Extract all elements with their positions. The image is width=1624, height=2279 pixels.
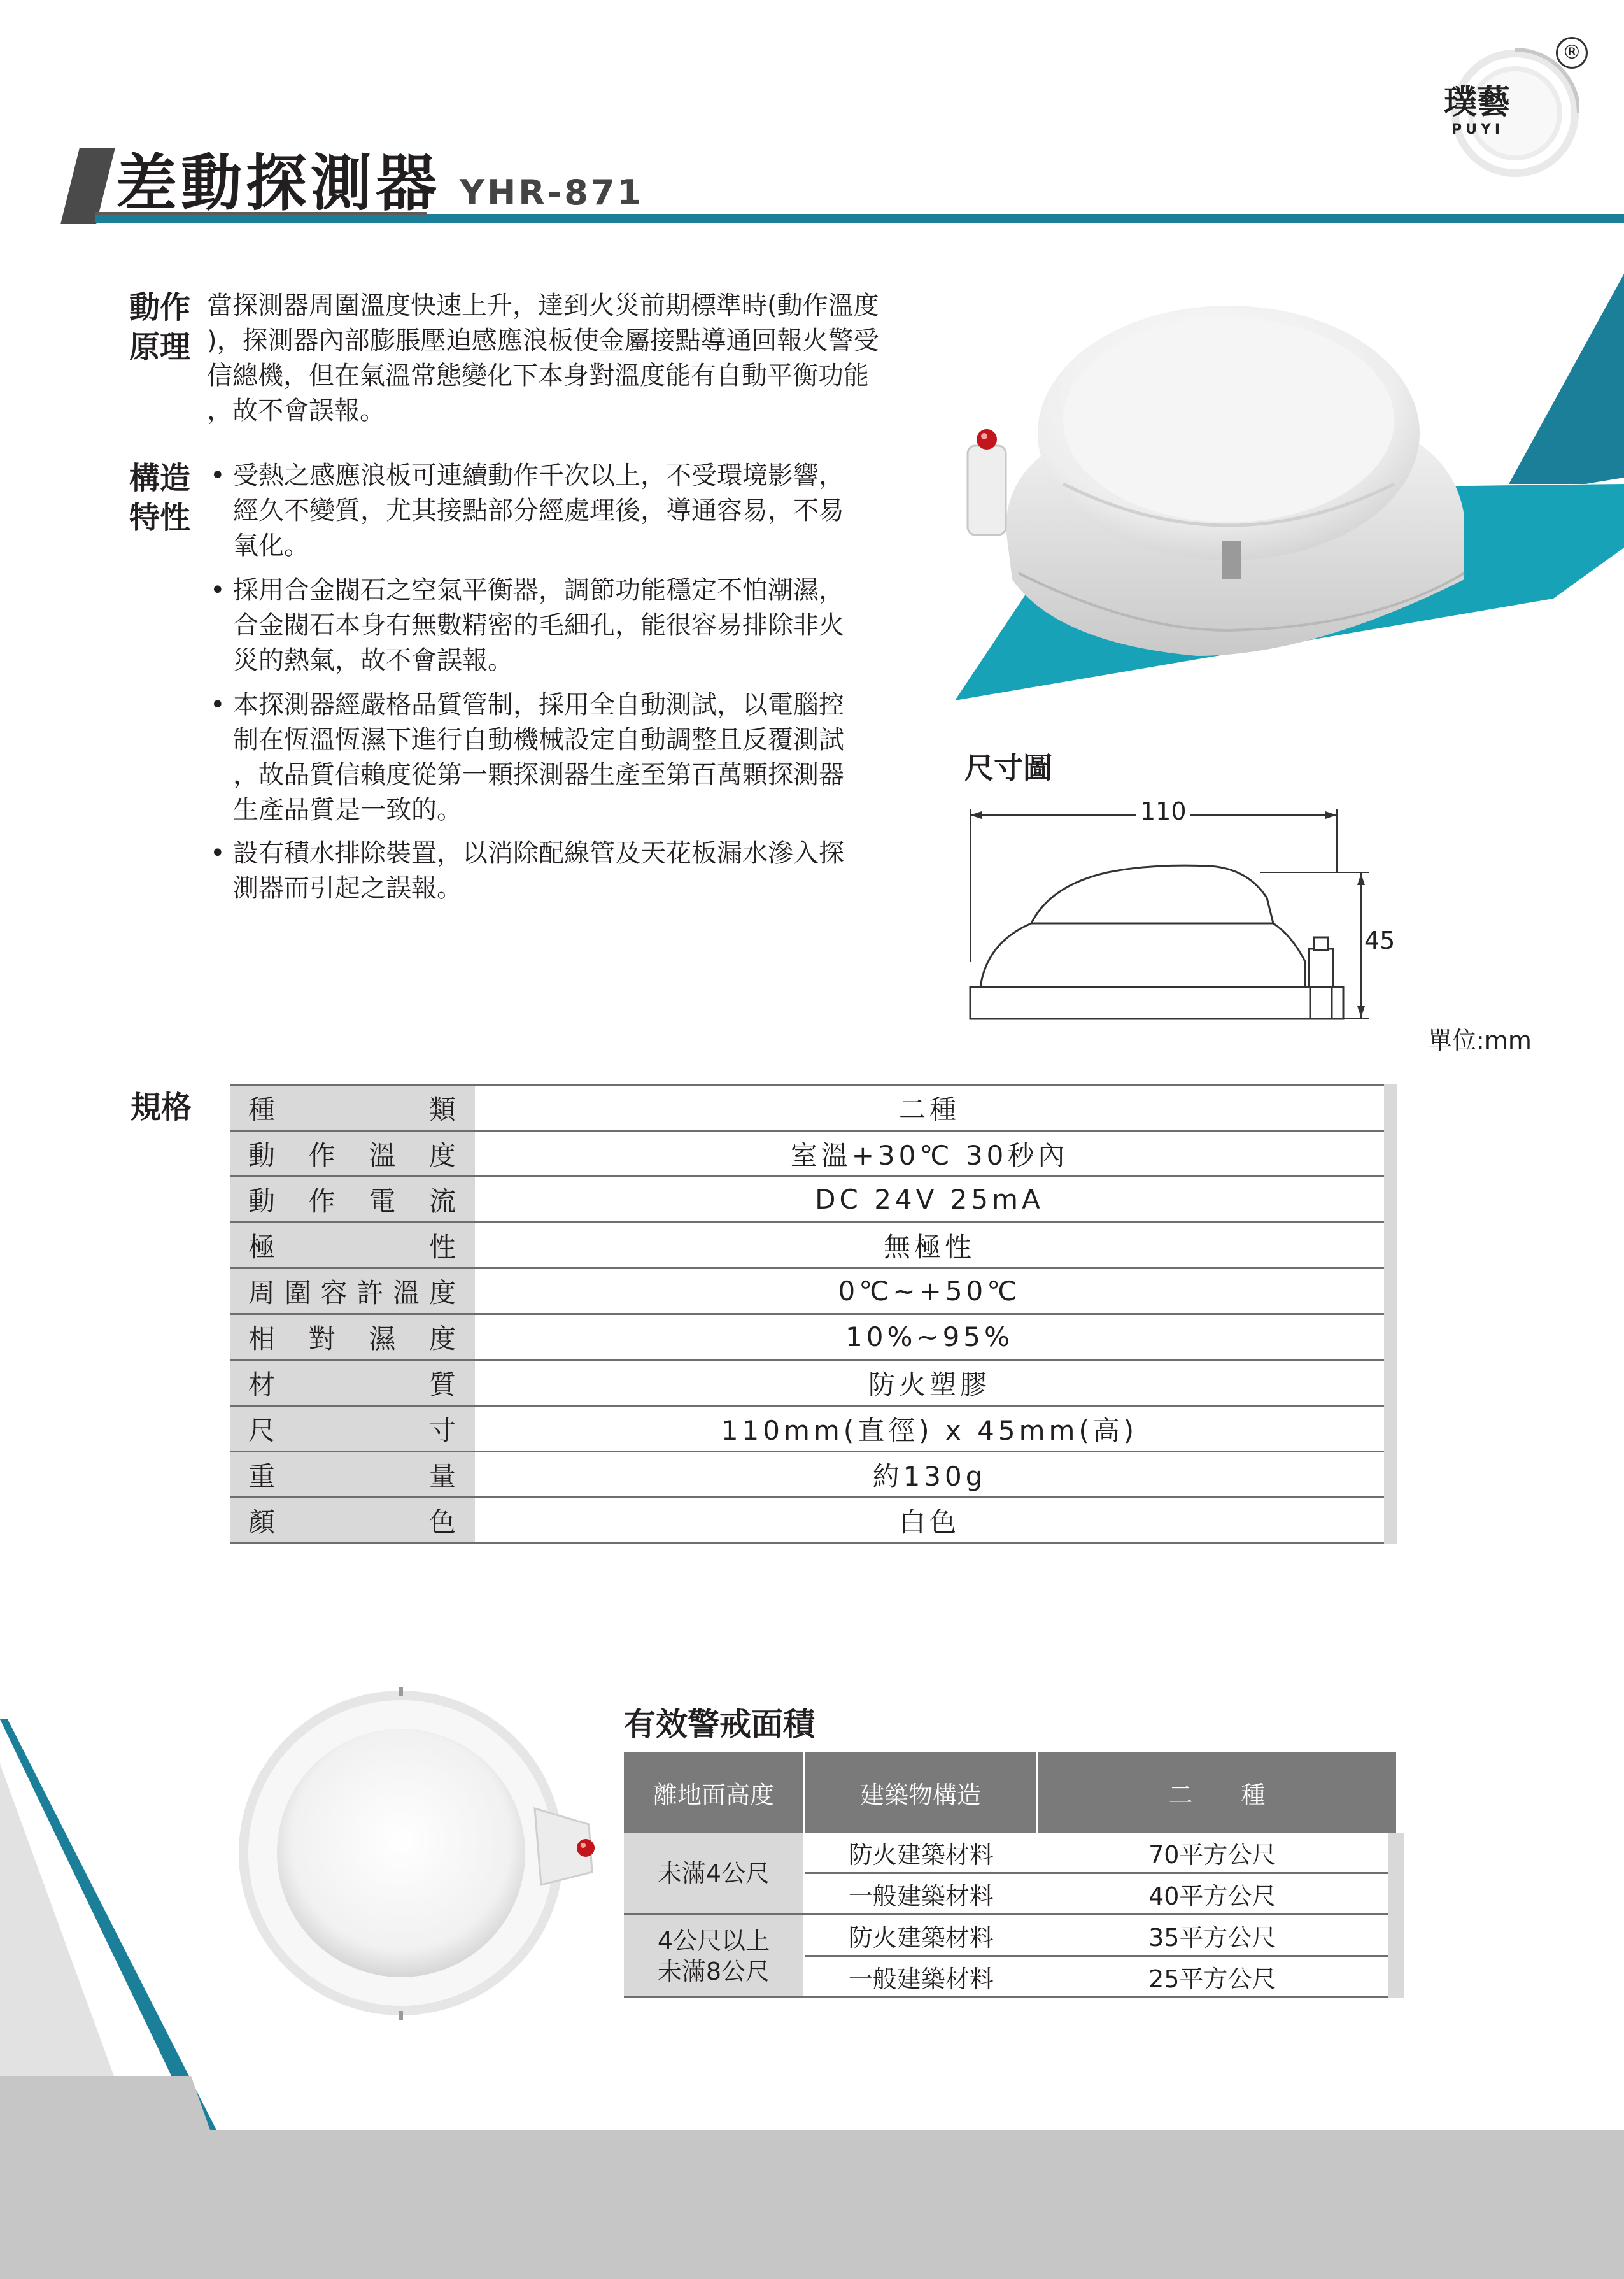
spec-row bbox=[230, 1177, 1390, 1223]
spec-key-char: 圍 bbox=[284, 1277, 311, 1309]
spec-key-text bbox=[230, 1181, 475, 1219]
spec-key-char: 度 bbox=[428, 1139, 456, 1171]
principle-label-line2: 原理 bbox=[129, 329, 191, 365]
spec-key-char: 對 bbox=[308, 1323, 335, 1354]
coverage-header-structure: 建築物構造 bbox=[805, 1752, 1037, 1833]
spec-key-char: 動 bbox=[248, 1185, 276, 1217]
spec-key-char: 周 bbox=[248, 1277, 276, 1309]
feature-line: 採用合金閥石之空氣平衡器，調節功能穩定不怕潮濕， bbox=[233, 576, 844, 605]
dimension-title: 尺寸圖 bbox=[964, 751, 1052, 785]
dimension-width-label: 110 bbox=[1136, 797, 1190, 825]
spec-key-char: 材 bbox=[248, 1368, 276, 1400]
spec-row bbox=[230, 1498, 1390, 1544]
spec-key bbox=[230, 1085, 475, 1131]
spec-value: 二種 bbox=[475, 1085, 1390, 1131]
spec-key-char: 尺 bbox=[248, 1414, 276, 1446]
coverage-material: 防火建築材料 bbox=[805, 1833, 1037, 1873]
spec-value: 0℃~+50℃ bbox=[475, 1268, 1390, 1314]
page-title bbox=[116, 135, 644, 222]
principle-line: ，故不會誤報。 bbox=[207, 396, 385, 425]
feature-line: 災的熱氣，故不會誤報。 bbox=[233, 646, 513, 675]
coverage-area: 35平方公尺 bbox=[1037, 1915, 1397, 1956]
spec-key-char: 性 bbox=[428, 1231, 456, 1263]
coverage-height-cell bbox=[624, 1833, 805, 1915]
coverage-header-type: 二 種 bbox=[1037, 1752, 1397, 1833]
feature-line: 生產品質是一致的。 bbox=[233, 795, 462, 825]
spec-key bbox=[230, 1223, 475, 1268]
coverage-height-cell bbox=[624, 1915, 805, 1998]
spec-key-text bbox=[230, 1226, 475, 1265]
principle-line: 當探測器周圍溫度快速上升，達到火災前期標準時(動作溫度 bbox=[207, 291, 879, 320]
spec-value: 防火塑膠 bbox=[475, 1360, 1390, 1406]
spec-key-text bbox=[230, 1135, 475, 1173]
spec-row bbox=[230, 1452, 1390, 1498]
spec-table bbox=[230, 1084, 1397, 1544]
spec-key-char: 極 bbox=[248, 1231, 276, 1263]
coverage-height-line: 未滿4公尺 bbox=[657, 1859, 770, 1887]
spec-row bbox=[230, 1314, 1390, 1360]
puyi-logo bbox=[1426, 37, 1579, 190]
spec-key bbox=[230, 1360, 475, 1406]
spec-value: 約130g bbox=[475, 1452, 1390, 1498]
spec-row bbox=[230, 1406, 1390, 1452]
coverage-height-line: 未滿8公尺 bbox=[657, 1957, 770, 1985]
spec-row bbox=[230, 1223, 1390, 1268]
spec-row bbox=[230, 1131, 1390, 1177]
construction-label-line2: 特性 bbox=[129, 500, 191, 536]
spec-key-char: 量 bbox=[428, 1460, 456, 1492]
spec-value: 白色 bbox=[475, 1498, 1390, 1544]
coverage-material: 防火建築材料 bbox=[805, 1915, 1037, 1956]
spec-key bbox=[230, 1452, 475, 1498]
spec-key bbox=[230, 1406, 475, 1452]
bullet-dot: • bbox=[210, 461, 225, 490]
spec-key-char: 寸 bbox=[428, 1414, 456, 1446]
spec-row bbox=[230, 1085, 1390, 1131]
spec-key bbox=[230, 1177, 475, 1223]
spec-key-char: 溫 bbox=[393, 1277, 420, 1309]
feature-line: 本探測器經嚴格品質管制，採用全自動測試，以電腦控 bbox=[233, 690, 844, 720]
logo-brand-en: PUYI bbox=[1451, 122, 1504, 138]
principle-line: 信總機，但在氣溫常態變化下本身對溫度能有自動平衡功能 bbox=[207, 361, 869, 390]
feature-line: 氧化。 bbox=[233, 531, 309, 560]
coverage-area: 40平方公尺 bbox=[1037, 1873, 1397, 1915]
registered-mark: ® bbox=[1556, 37, 1588, 69]
title-text: 差動探測器 bbox=[116, 148, 441, 219]
spec-label: 規格 bbox=[131, 1090, 192, 1125]
feature-line: 制在恆溫恆濕下進行自動機械設定自動調整且反覆測試 bbox=[233, 725, 844, 755]
feature-item bbox=[210, 458, 923, 564]
coverage-title: 有效警戒面積 bbox=[624, 1706, 815, 1743]
spec-key-char: 濕 bbox=[369, 1323, 396, 1354]
spec-key-char: 質 bbox=[428, 1368, 456, 1400]
coverage-header-height: 離地面高度 bbox=[624, 1752, 805, 1833]
feature-item bbox=[210, 688, 923, 828]
feature-item bbox=[210, 836, 923, 906]
spec-key-char: 色 bbox=[428, 1506, 456, 1538]
feature-line: 經久不變質，尤其接點部分經處理後，導通容易，不易 bbox=[233, 496, 844, 525]
coverage-row bbox=[624, 1915, 1396, 1956]
dimension-height-label: 45 bbox=[1364, 927, 1395, 955]
spec-key bbox=[230, 1314, 475, 1360]
coverage-area: 25平方公尺 bbox=[1037, 1956, 1397, 1998]
spec-key-char: 容 bbox=[320, 1277, 348, 1309]
spec-key-char: 流 bbox=[428, 1185, 456, 1217]
coverage-material: 一般建築材料 bbox=[805, 1873, 1037, 1915]
spec-key-char: 顏 bbox=[248, 1506, 276, 1538]
coverage-table bbox=[624, 1752, 1404, 1998]
spec-key-text bbox=[230, 1456, 475, 1494]
spec-key-char: 類 bbox=[428, 1093, 456, 1125]
spec-key bbox=[230, 1131, 475, 1177]
feature-item bbox=[210, 573, 923, 678]
spec-key-char: 重 bbox=[248, 1460, 276, 1492]
coverage-height-line: 4公尺以上 bbox=[657, 1926, 770, 1955]
spec-key-text bbox=[230, 1272, 475, 1310]
spec-value: 無極性 bbox=[475, 1223, 1390, 1268]
model-number: YHR-871 bbox=[460, 173, 644, 213]
bullet-dot: • bbox=[210, 690, 225, 720]
feature-line: 受熱之感應浪板可連續動作千次以上，不受環境影響， bbox=[233, 461, 844, 490]
construction-label bbox=[129, 458, 190, 537]
spec-key-text bbox=[230, 1089, 475, 1127]
spec-key-text bbox=[230, 1502, 475, 1540]
coverage-area: 70平方公尺 bbox=[1037, 1833, 1397, 1873]
bullet-dot: • bbox=[210, 576, 225, 605]
principle-label-line1: 動作 bbox=[129, 290, 191, 325]
principle-text bbox=[207, 288, 914, 429]
construction-label-line1: 構造 bbox=[129, 460, 191, 496]
dimension-drawing bbox=[961, 790, 1369, 1032]
spec-key-char: 作 bbox=[308, 1139, 335, 1171]
bottom-gray-band bbox=[0, 2130, 1624, 2279]
spec-key-char: 度 bbox=[428, 1277, 456, 1309]
spec-key-char: 相 bbox=[248, 1323, 276, 1354]
detector-side-photo bbox=[929, 274, 1502, 681]
spec-key bbox=[230, 1498, 475, 1544]
spec-value: 110mm(直徑) x 45mm(高) bbox=[475, 1406, 1390, 1452]
feature-line: 測器而引起之誤報。 bbox=[233, 874, 462, 903]
spec-key-text bbox=[230, 1410, 475, 1448]
spec-key-text bbox=[230, 1364, 475, 1402]
feature-line: 設有積水排除裝置，以消除配線管及天花板漏水滲入探 bbox=[233, 839, 844, 868]
coverage-row bbox=[624, 1833, 1396, 1873]
logo-brand-cn: 璞藝 bbox=[1444, 83, 1511, 122]
spec-key-char: 種 bbox=[248, 1093, 276, 1125]
spec-key-char: 溫 bbox=[369, 1139, 396, 1171]
spec-value: DC 24V 25mA bbox=[475, 1177, 1390, 1223]
spec-value: 室溫+30℃ 30秒內 bbox=[475, 1131, 1390, 1177]
spec-row bbox=[230, 1268, 1390, 1314]
spec-key-text bbox=[230, 1318, 475, 1356]
spec-key-char: 電 bbox=[369, 1185, 396, 1217]
spec-row bbox=[230, 1360, 1390, 1406]
spec-key-char: 動 bbox=[248, 1139, 276, 1171]
spec-key-char: 許 bbox=[357, 1277, 384, 1309]
principle-label bbox=[129, 288, 190, 367]
detector-top-photo bbox=[236, 1681, 618, 2025]
coverage-material: 一般建築材料 bbox=[805, 1956, 1037, 1998]
dimension-unit-label: 單位:mm bbox=[1428, 1026, 1532, 1054]
spec-key bbox=[230, 1268, 475, 1314]
spec-value: 10%~95% bbox=[475, 1314, 1390, 1360]
feature-line: ，故品質信賴度從第一顆探測器生產至第百萬顆探測器 bbox=[233, 760, 844, 790]
spec-key-char: 度 bbox=[428, 1323, 456, 1354]
spec-key-char: 作 bbox=[308, 1185, 335, 1217]
bullet-dot: • bbox=[210, 839, 225, 868]
feature-line: 合金閥石本身有無數精密的毛細孔，能很容易排除非火 bbox=[233, 611, 844, 640]
principle-line: )，探測器內部膨脹壓迫感應浪板使金屬接點導通回報火警受 bbox=[207, 326, 879, 355]
